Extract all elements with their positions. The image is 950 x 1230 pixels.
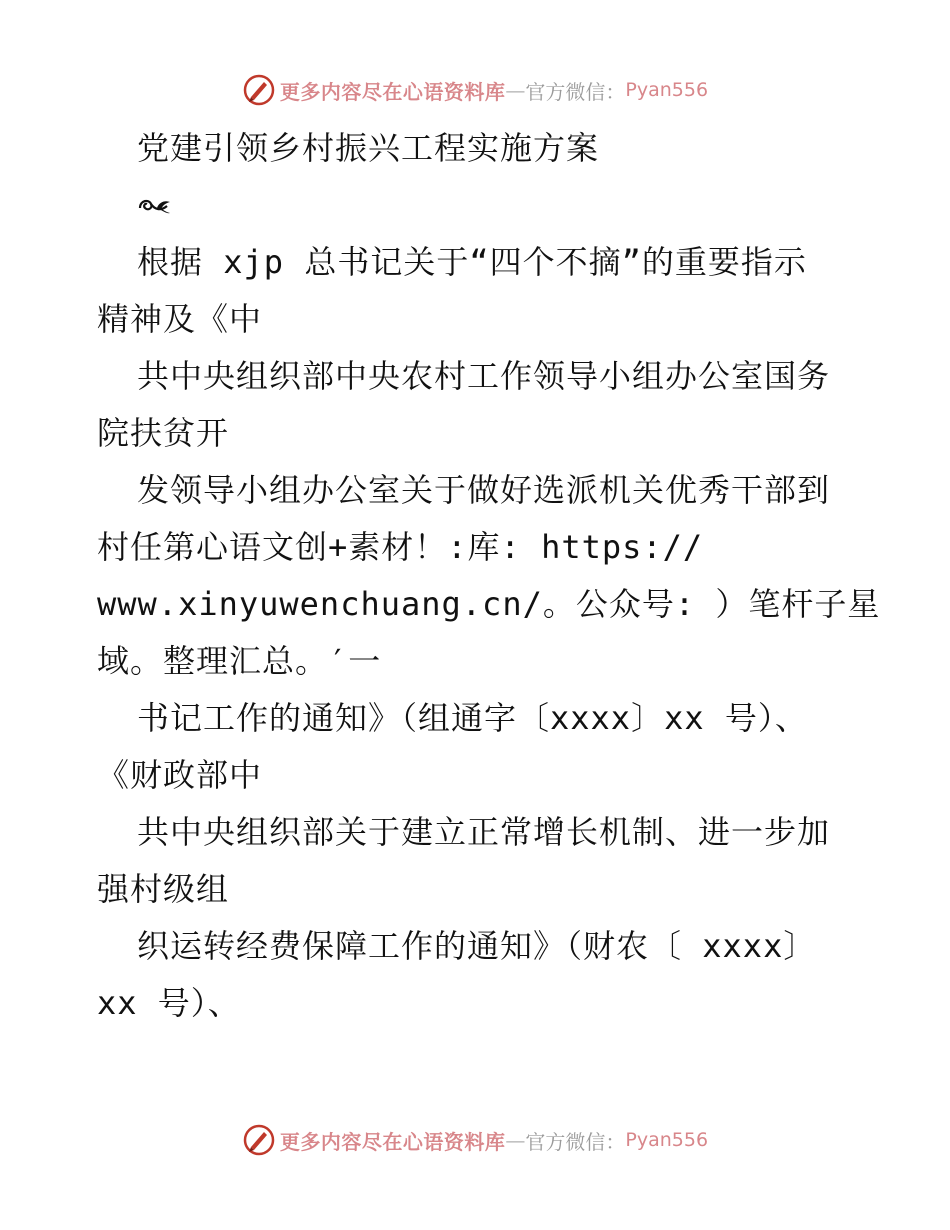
pen-logo-icon <box>242 1123 276 1157</box>
text-line: 发领导小组办公室关于做好选派机关优秀干部到 <box>137 471 831 509</box>
document-body <box>97 120 881 1032</box>
text-line: 域。整理汇总。′一 <box>97 642 382 680</box>
banner-main-text: 更多内容尽在心语资料库 <box>279 79 506 104</box>
banner-main-text: 更多内容尽在心语资料库 <box>279 1129 506 1154</box>
text-line: 根据 xjp 总书记关于“四个不摘”的重要指示 <box>137 243 807 281</box>
text-line: 《财政部中 <box>97 756 263 794</box>
text-line: www.xinyuwenchuang.cn/。公众号: ）笔杆子星 <box>97 585 881 623</box>
text-line: 织运转经费保障工作的通知》（财农〔 xxxx〕 <box>137 927 817 965</box>
text-line: 书记工作的通知》（组通字〔xxxx〕xx 号）、 <box>137 699 808 737</box>
pen-logo-icon <box>242 73 276 107</box>
banner-wechat-label: 官方微信： <box>525 1129 626 1154</box>
banner-wechat-id: Pyan556 <box>625 79 709 101</box>
document-lines <box>97 234 881 1032</box>
text-line: 共中央组织部中央农村工作领导小组办公室国务 <box>137 357 831 395</box>
banner-wechat-id: Pyan556 <box>625 1129 709 1151</box>
banner-dash: — <box>505 78 526 102</box>
text-line: 村任第心语文创+素材！:库: https:// <box>97 528 704 566</box>
header-banner <box>0 70 950 110</box>
text-line: 精神及《中 <box>97 300 263 338</box>
text-line: 院扶贫开 <box>97 414 230 452</box>
document-title: 党建引领乡村振兴工程实施方案 <box>137 129 600 167</box>
banner-wechat-label: 官方微信： <box>525 79 626 104</box>
footer-banner <box>0 1120 950 1160</box>
banner-dash: — <box>505 1128 526 1152</box>
text-line: 强村级组 <box>97 870 230 908</box>
fleuron-icon <box>97 177 867 234</box>
text-line: 共中央组织部关于建立正常增长机制、进一步加 <box>137 813 831 851</box>
text-line: xx 号）、 <box>97 984 241 1022</box>
